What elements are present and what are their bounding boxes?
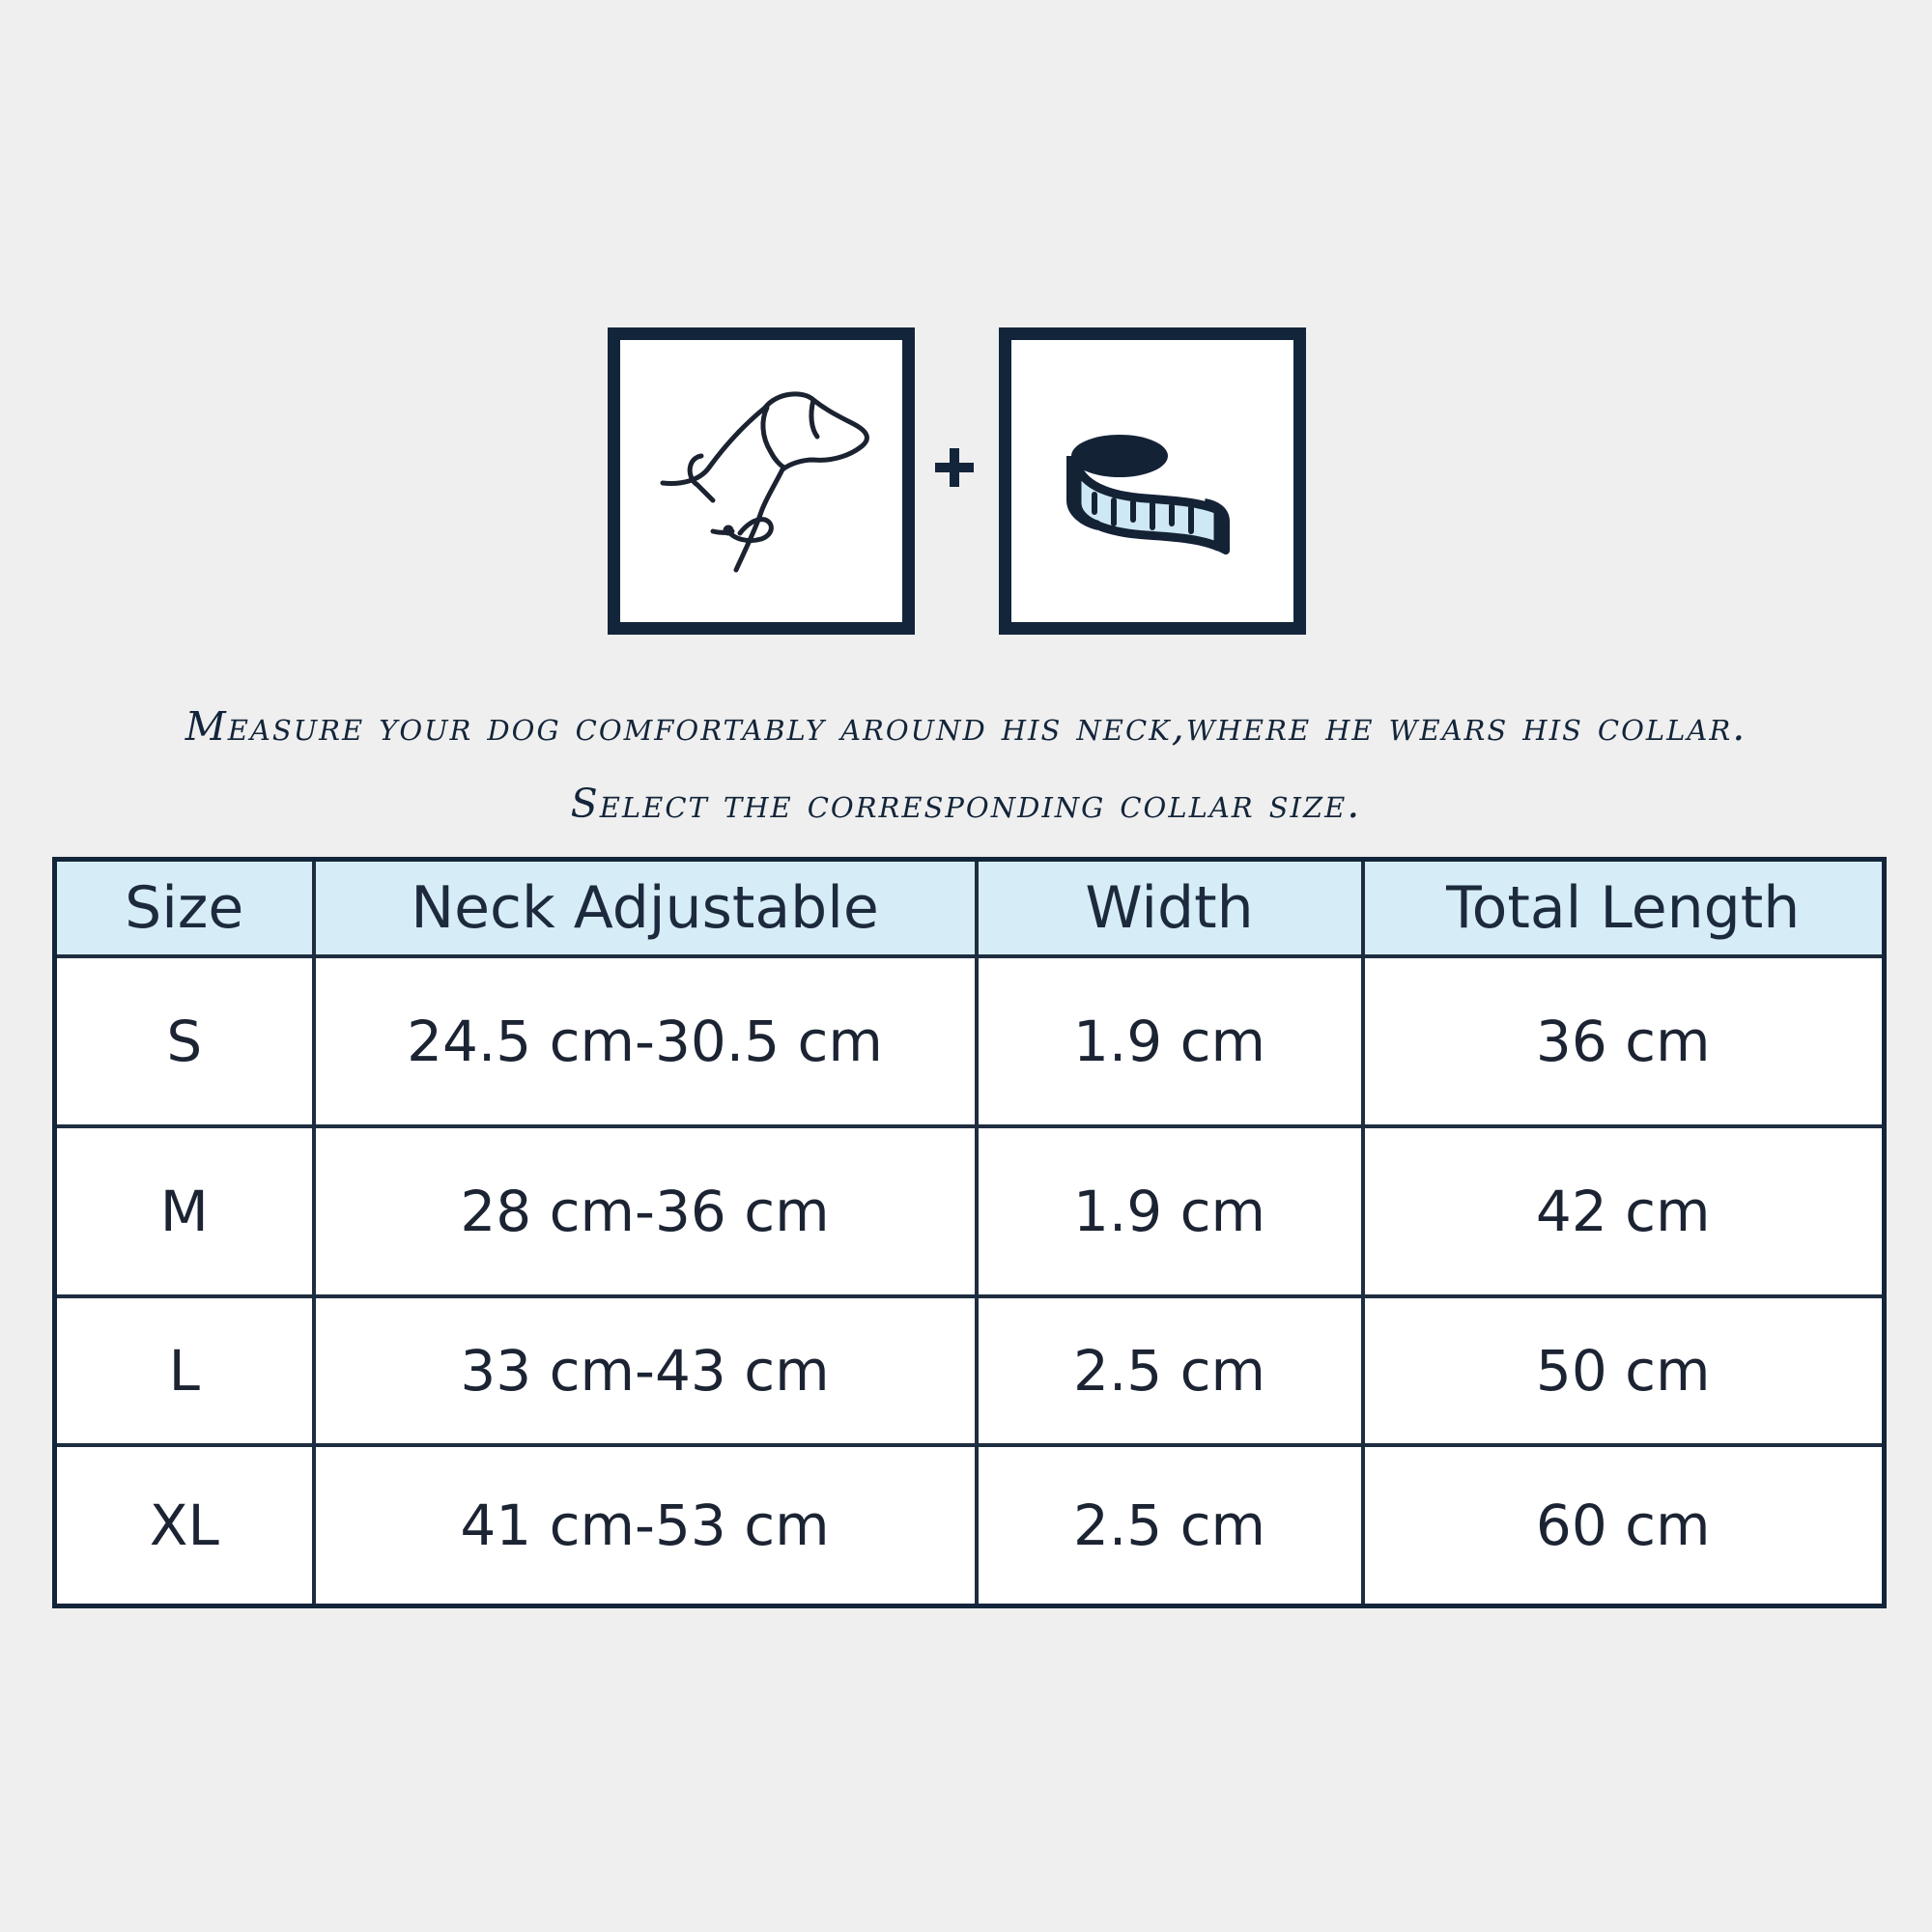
size-chart-table <box>52 857 1887 1608</box>
cell-total-length: 36 cm <box>1363 956 1885 1126</box>
cell-neck-adjustable: 41 cm-53 cm <box>314 1445 977 1606</box>
cell-size: XL <box>55 1445 314 1606</box>
table-header-row <box>55 860 1885 957</box>
cell-size: M <box>55 1126 314 1296</box>
dog-neck-outline-icon <box>620 340 902 622</box>
instruction-measure: Measure your dog comfortably around his neck,where he wears his collar. <box>185 703 1747 750</box>
table-row <box>55 1126 1885 1296</box>
header-size: Size <box>55 860 314 957</box>
header-total-length: Total Length <box>1363 860 1885 957</box>
cell-total-length: 60 cm <box>1363 1445 1885 1606</box>
table-row <box>55 1296 1885 1445</box>
instruction-select: Select the corresponding collar size. <box>570 781 1362 827</box>
cell-width: 1.9 cm <box>977 956 1363 1126</box>
header-width: Width <box>977 860 1363 957</box>
cell-width: 1.9 cm <box>977 1126 1363 1296</box>
cell-total-length: 50 cm <box>1363 1296 1885 1445</box>
measuring-tape-icon <box>1011 340 1293 622</box>
cell-neck-adjustable: 28 cm-36 cm <box>314 1126 977 1296</box>
dog-illustration-frame <box>608 327 915 635</box>
cell-width: 2.5 cm <box>977 1296 1363 1445</box>
tape-illustration-frame <box>999 327 1306 635</box>
cell-size: S <box>55 956 314 1126</box>
table-row <box>55 1445 1885 1606</box>
plus-icon <box>927 439 981 497</box>
table-row <box>55 956 1885 1126</box>
cell-neck-adjustable: 33 cm-43 cm <box>314 1296 977 1445</box>
cell-size: L <box>55 1296 314 1445</box>
cell-total-length: 42 cm <box>1363 1126 1885 1296</box>
cell-width: 2.5 cm <box>977 1445 1363 1606</box>
header-neck-adjustable: Neck Adjustable <box>314 860 977 957</box>
cell-neck-adjustable: 24.5 cm-30.5 cm <box>314 956 977 1126</box>
